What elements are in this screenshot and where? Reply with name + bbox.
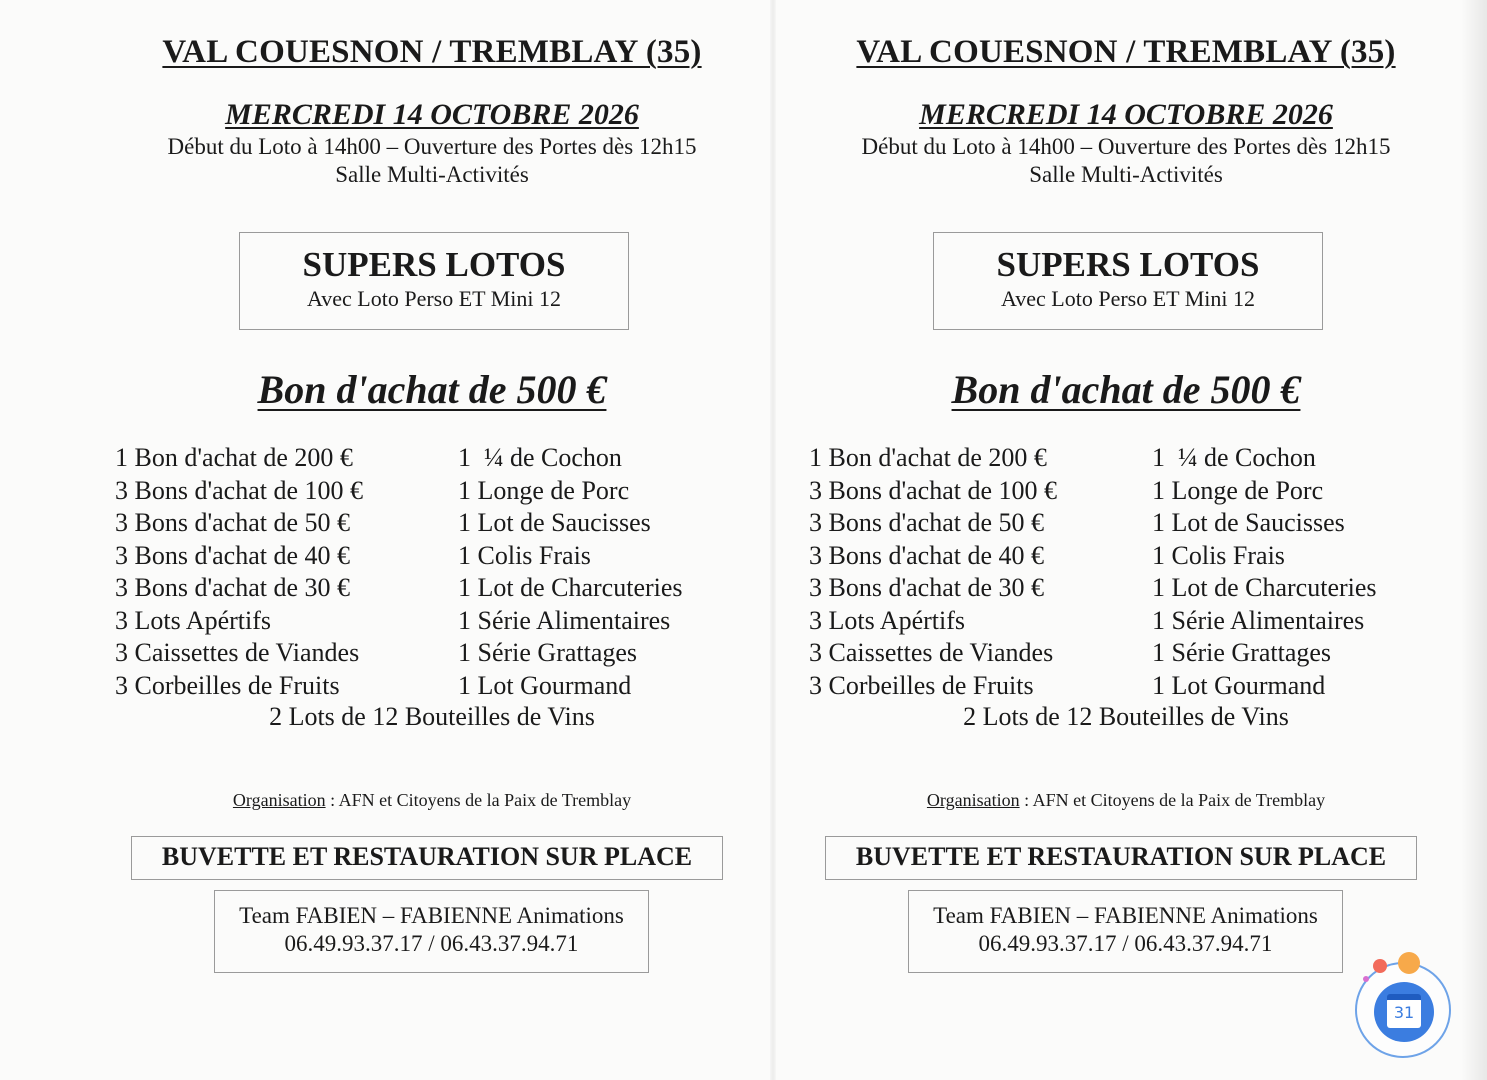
prizes-column-right <box>458 442 683 702</box>
lotos-title: SUPERS LOTOS <box>996 245 1260 284</box>
prize-item: 1 Série Grattages <box>1152 638 1332 667</box>
wines-prize: 2 Lots de 12 Bouteilles de Vins <box>963 702 1289 731</box>
team-name: Team FABIEN – FABIENNE Animations <box>239 903 624 928</box>
prize-item: 1 Lot Gourmand <box>458 670 632 700</box>
prize-item: 1 Lot de Charcuteries <box>1152 573 1377 602</box>
organisation-text: : AFN et Citoyens de la Paix de Tremblay <box>1019 790 1326 810</box>
event-venue: Salle Multi-Activités <box>335 162 529 187</box>
wines-prize: 2 Lots de 12 Bouteilles de Vins <box>269 702 595 731</box>
prizes-column-right <box>1152 442 1377 702</box>
prize-item: 3 Lots Apértifs <box>809 605 965 635</box>
prize-item: 1 Lot de Saucisses <box>458 508 651 537</box>
calendar-day: 31 <box>1393 1003 1415 1022</box>
team-box <box>908 890 1343 973</box>
prize-item: 1 Colis Frais <box>458 540 591 570</box>
calendar-icon <box>1374 982 1434 1042</box>
organisation-line <box>85 790 779 811</box>
prize-item: 3 Bons d'achat de 50 € <box>809 508 1045 537</box>
buvette-box: BUVETTE ET RESTAURATION SUR PLACE <box>131 836 723 880</box>
prize-item: 1 Série Alimentaires <box>458 605 671 635</box>
main-prize-text: Bon d'achat de 500 € <box>257 367 607 412</box>
prize-item: 1 Lot Gourmand <box>1152 670 1326 700</box>
prize-item: 3 Bons d'achat de 100 € <box>809 475 1058 505</box>
prize-item: 3 Bons d'achat de 50 € <box>115 508 351 537</box>
calendar-badge[interactable] <box>1355 962 1451 1058</box>
organisation-label: Organisation <box>232 790 326 810</box>
organisation-line <box>779 790 1473 811</box>
main-prize-text: Bon d'achat de 500 € <box>951 367 1301 412</box>
team-phones: 06.49.93.37.17 / 06.43.37.94.71 <box>978 931 1273 956</box>
prize-item: 1 Longe de Porc <box>1152 475 1324 505</box>
flyer-page-left <box>85 0 779 1080</box>
prizes-column-left <box>809 442 1057 702</box>
event-title: VAL COUESNON / TREMBLAY (35) <box>856 34 1396 70</box>
prize-item: 1 Série Grattages <box>458 638 638 667</box>
organisation-label: Organisation <box>926 790 1020 810</box>
team-box <box>214 890 649 973</box>
prize-item: 1 Bon d'achat de 200 € <box>115 443 353 472</box>
prize-item: 1 Lot de Saucisses <box>1152 508 1345 537</box>
prize-item: 3 Corbeilles de Fruits <box>115 670 340 700</box>
prize-item: 3 Caissettes de Viandes <box>115 638 360 667</box>
prize-item: 1 ¼ de Cochon <box>1152 443 1316 472</box>
prize-item: 1 Colis Frais <box>1152 540 1285 570</box>
lotos-box <box>239 232 629 330</box>
main-prize <box>779 366 1473 413</box>
buvette-box: BUVETTE ET RESTAURATION SUR PLACE <box>825 836 1417 880</box>
prize-item: 3 Bons d'achat de 40 € <box>115 540 351 570</box>
prize-item: 3 Corbeilles de Fruits <box>809 670 1034 700</box>
lotos-subtitle: Avec Loto Perso ET Mini 12 <box>307 286 561 311</box>
main-prize <box>85 366 779 413</box>
lotos-title: SUPERS LOTOS <box>302 245 566 284</box>
event-date: MERCREDI 14 OCTOBRE 2026 <box>225 98 639 131</box>
prize-item: 1 Série Alimentaires <box>1152 605 1365 635</box>
event-times: Début du Loto à 14h00 – Ouverture des Portes dès 12h15 <box>861 134 1391 159</box>
lotos-box <box>933 232 1323 330</box>
prizes-column-left <box>115 442 363 702</box>
prize-item: 3 Bons d'achat de 100 € <box>115 475 364 505</box>
decor-dot-pink <box>1363 976 1369 982</box>
team-phones: 06.49.93.37.17 / 06.43.37.94.71 <box>284 931 579 956</box>
decor-dot-orange <box>1398 952 1420 974</box>
prize-item: 1 Longe de Porc <box>458 475 630 505</box>
event-title: VAL COUESNON / TREMBLAY (35) <box>162 34 702 70</box>
decor-dot-coral <box>1373 959 1387 973</box>
prize-item: 3 Bons d'achat de 30 € <box>809 573 1045 602</box>
prize-item: 1 Lot de Charcuteries <box>458 573 683 602</box>
event-venue: Salle Multi-Activités <box>1029 162 1223 187</box>
prize-item: 3 Bons d'achat de 30 € <box>115 573 351 602</box>
team-name: Team FABIEN – FABIENNE Animations <box>933 903 1318 928</box>
event-date: MERCREDI 14 OCTOBRE 2026 <box>919 98 1333 131</box>
event-times: Début du Loto à 14h00 – Ouverture des Portes dès 12h15 <box>167 134 697 159</box>
calendar-sheet-header <box>1387 994 1421 1000</box>
prize-item: 1 Bon d'achat de 200 € <box>809 443 1047 472</box>
organisation-text: : AFN et Citoyens de la Paix de Tremblay <box>325 790 632 810</box>
flyer-page-right <box>779 0 1473 1080</box>
prize-item: 1 ¼ de Cochon <box>458 443 622 472</box>
prize-item: 3 Lots Apértifs <box>115 605 271 635</box>
lotos-subtitle: Avec Loto Perso ET Mini 12 <box>1001 286 1255 311</box>
prize-item: 3 Bons d'achat de 40 € <box>809 540 1045 570</box>
prize-item: 3 Caissettes de Viandes <box>809 638 1054 667</box>
